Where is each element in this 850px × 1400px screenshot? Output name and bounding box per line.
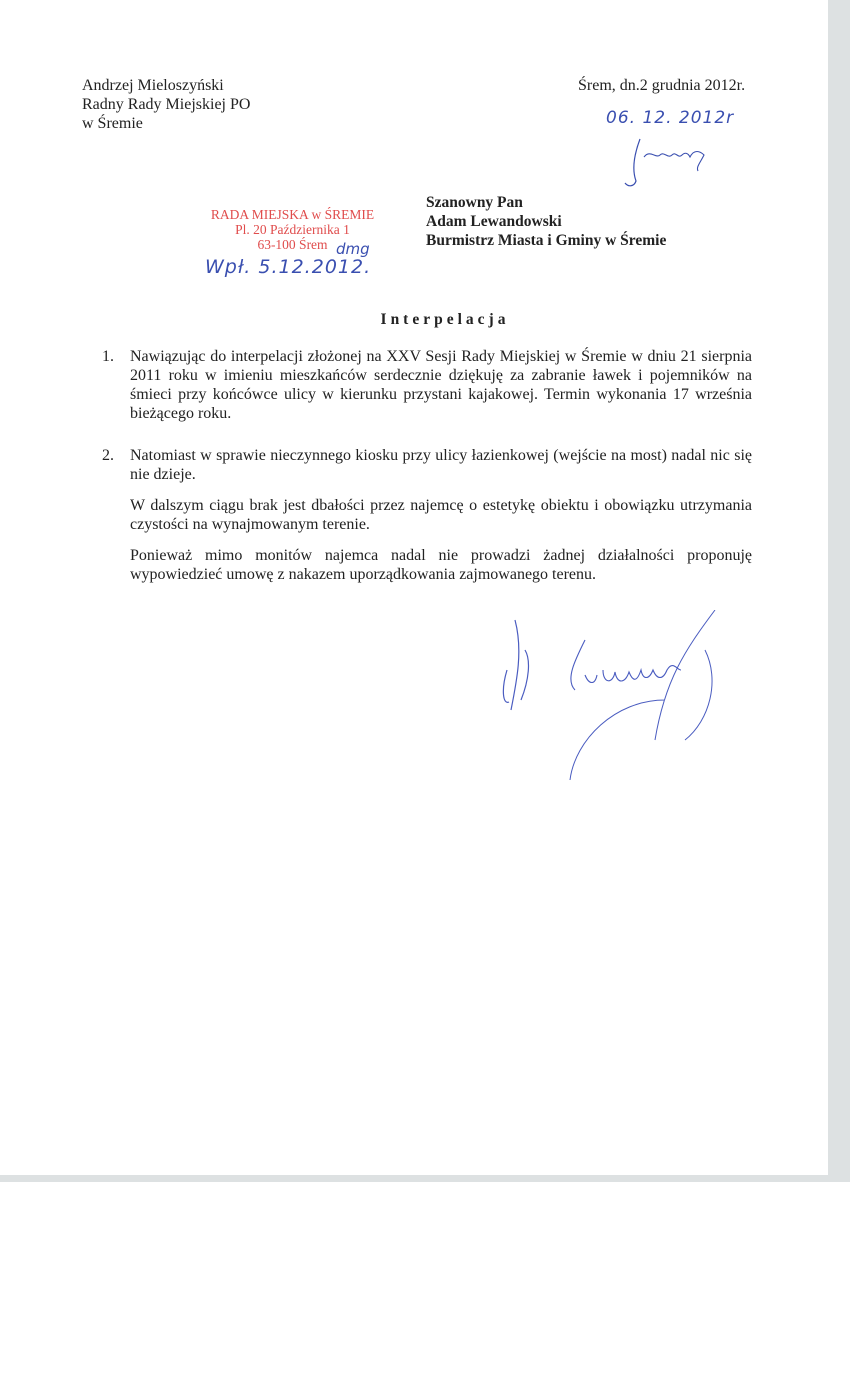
item-paragraph: W dalszym ciągu brak jest dbałości przez najemcę o estetykę obiektu i obowiązku utrzymania czystości na wynajmowanym terenie. bbox=[130, 497, 752, 533]
stamp-handwritten-date: Wpł. 5.12.2012. bbox=[205, 256, 372, 278]
signature-graphic bbox=[495, 610, 725, 790]
item-paragraph: Natomiast w sprawie nieczynnego kiosku przy ulicy łazienkowej (wejście na most) nadal nic się nie dzieje. bbox=[130, 447, 752, 483]
sender-block bbox=[82, 76, 250, 133]
recipient-title: Burmistrz Miasta i Gminy w Śremie bbox=[426, 232, 667, 249]
list-item bbox=[102, 446, 752, 584]
sender-city: w Śremie bbox=[82, 115, 143, 132]
handwritten-receipt-date: 06. 12. 2012r bbox=[606, 108, 735, 128]
recipient-salutation: Szanowny Pan bbox=[426, 194, 523, 211]
item-number: 2. bbox=[102, 447, 114, 464]
document-title: Interpelacja bbox=[380, 311, 510, 328]
sender-role: Radny Rady Miejskiej PO bbox=[82, 96, 251, 113]
recipient-block bbox=[426, 193, 666, 250]
stamp-line-3: 63-100 Śrem bbox=[257, 237, 328, 252]
recipient-name: Adam Lewandowski bbox=[426, 213, 562, 230]
author-signature bbox=[495, 610, 725, 795]
receipt-signature-graphic bbox=[622, 135, 732, 195]
item-paragraph: Nawiązując do interpelacji złożonej na XXV Sesji Rady Miejskiej w Śremie w dniu 21 sierpnia 2011 roku w imieniu mieszkańców serdecznie dziękuję za zabranie ławek i pojemników na śmieci przy końcówce ulicy w kierunku przystani kajakowej. Termin wykonania 17 września bieżącego roku. bbox=[130, 348, 752, 422]
handwritten-receipt-signature bbox=[622, 135, 732, 200]
sender-name: Andrzej Mieloszyński bbox=[82, 77, 224, 94]
letter-date: Śrem, dn.2 grudnia 2012r. bbox=[578, 77, 746, 94]
item-number: 1. bbox=[102, 348, 114, 365]
item-paragraph: Ponieważ mimo monitów najemca nadal nie prowadzi żadnej działalności proponuję wypowiedzieć umowę z nakazem uporządkowania zajmowanego terenu. bbox=[130, 547, 752, 583]
stamp-initials: dmg bbox=[336, 240, 370, 258]
stamp-line-1: RADA MIEJSKA w ŚREMIE bbox=[210, 207, 375, 222]
stamp-line-2: Pl. 20 Października 1 bbox=[235, 222, 350, 237]
list-item bbox=[102, 347, 752, 423]
